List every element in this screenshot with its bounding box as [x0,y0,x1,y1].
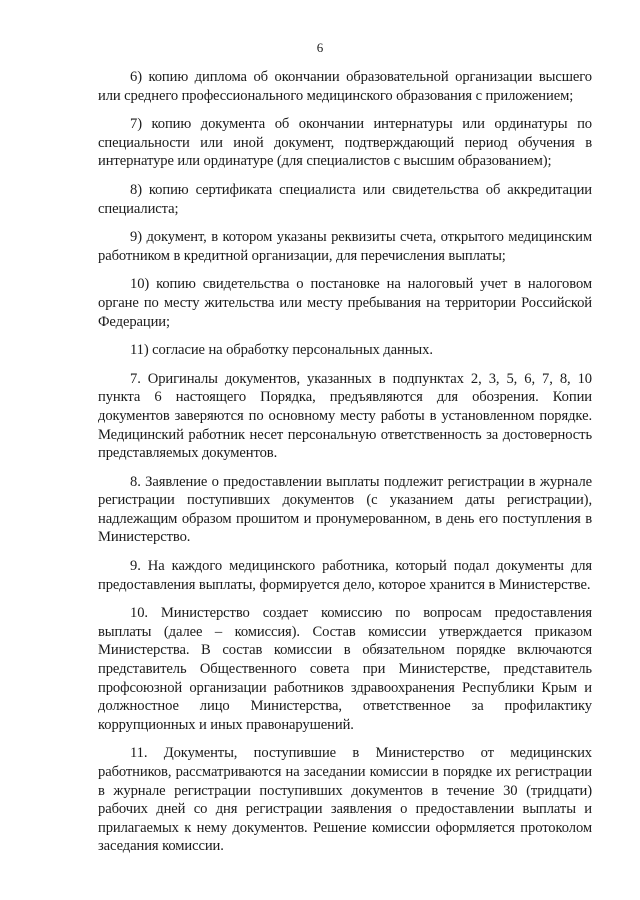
paragraph-subitem-6: 6) копию диплома об окончании образовательной организации высшего или среднего профессионального медицинского образования с приложением; [98,69,592,104]
paragraph-clause-9: 9. На каждого медицинского работника, который подал документы для предоставления выплаты, формируется дело, которое хранится в Министерстве. [98,558,592,593]
paragraph-subitem-7: 7) копию документа об окончании интернатуры или ординатуры по специальности или иной документ, подтверждающий период обучения в интернатуре или ординатуре (для специалистов с высшим образованием); [98,116,592,170]
paragraph-subitem-9: 9) документ, в котором указаны реквизиты счета, открытого медицинским работником в кредитной организации, для перечисления выплаты; [98,229,592,264]
paragraph-clause-10: 10. Министерство создает комиссию по вопросам предоставления выплаты (далее – комиссия). Состав комиссии утверждается приказом Министерства. В состав комиссии в обязательном порядке включаются представитель Общественного совета при Министерстве, представитель профсоюзной организации работников здравоохранения Республики Крым и должностное лицо Министерства, ответственное за профилактику коррупционных и иных правонарушений. [98,605,592,733]
paragraph-subitem-11: 11) согласие на обработку персональных данных. [130,342,433,359]
paragraph-subitem-10: 10) копию свидетельства о постановке на налоговый учет в налоговом органе по месту жительства или месту пребывания на территории Российской Федерации; [98,276,592,330]
paragraph-clause-8: 8. Заявление о предоставлении выплаты подлежит регистрации в журнале регистрации поступивших документов (с указанием даты регистрации), надлежащим образом прошитом и пронумерованном, в день его поступления в Министерство. [98,473,592,546]
page-number: 6 [316,40,324,55]
paragraph-clause-11: 11. Документы, поступившие в Министерство от медицинских работников, рассматриваются на заседании комиссии в порядке их регистрации в журнале регистрации поступивших документов в течение 30 (тридцати) рабочих дней со дня регистрации заявления о предоставлении выплаты и прилагаемых к нему документов. Решение комиссии оформляется протоколом заседания комиссии. [98,745,592,855]
document-body [98,68,592,866]
paragraph-subitem-8: 8) копию сертификата специалиста или свидетельства об аккредитации специалиста; [98,181,592,217]
paragraph-clause-7: 7. Оригиналы документов, указанных в подпунктах 2, 3, 5, 6, 7, 8, 10 пункта 6 настоящего Порядка, предъявляются для обозрения. Копии документов заверяются по основному месту работы в установленном порядке. Медицинский работник несет персональную ответственность за достоверность представляемых документов. [98,370,592,462]
